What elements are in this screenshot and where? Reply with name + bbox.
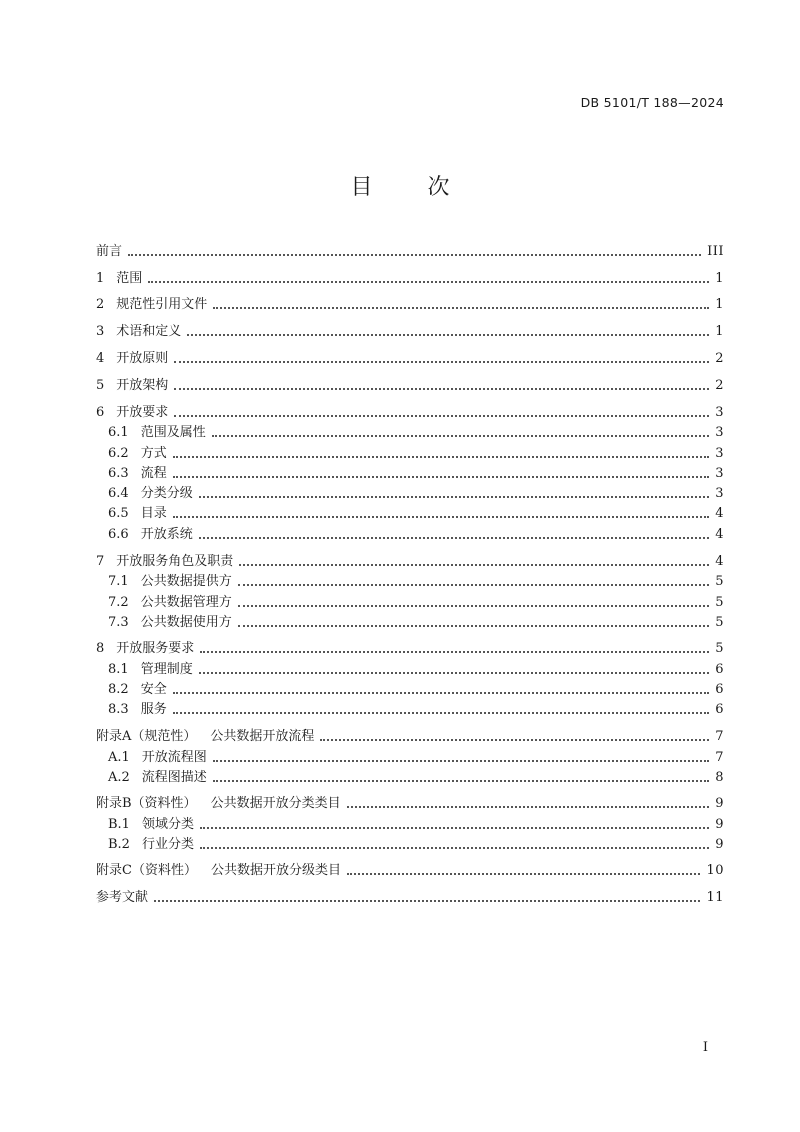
toc-entry-page: 6 [715, 662, 724, 677]
toc-dot-leader [200, 651, 709, 653]
toc-entry-page: 3 [715, 446, 724, 461]
toc-entry-label: 公共数据使用方 [140, 615, 232, 630]
toc-entry-number: 附录A（规范性） [96, 729, 197, 744]
toc-entry[interactable] [108, 701, 724, 719]
toc-entry-label: 参考文献 [96, 890, 149, 905]
toc-dot-leader [200, 827, 709, 829]
toc-entry-number: B.1 [108, 817, 130, 832]
toc-dot-leader [213, 307, 709, 309]
toc-entry[interactable] [108, 573, 724, 591]
toc-entry-page: 11 [706, 890, 724, 905]
toc-entry-label: 服务 [140, 702, 167, 717]
toc-entry[interactable] [108, 526, 724, 544]
toc-dot-leader [238, 605, 710, 607]
toc-dot-leader [212, 435, 710, 437]
toc-entry-page: 9 [715, 796, 724, 811]
toc-entry-label: 开放架构 [116, 378, 169, 393]
toc-entry-label: 安全 [140, 682, 167, 697]
toc-entry[interactable] [108, 424, 724, 442]
toc-entry-label: 管理制度 [140, 662, 193, 677]
toc-entry[interactable] [96, 243, 724, 261]
toc-dot-leader [213, 760, 709, 762]
toc-entry-label: 公共数据开放流程 [210, 729, 315, 744]
toc-entry-page: 3 [715, 466, 724, 481]
toc-entry-page: 9 [715, 837, 724, 852]
toc-entry-label: 公共数据提供方 [140, 574, 232, 589]
toc-entry[interactable] [108, 505, 724, 523]
toc-entry-label: 公共数据开放分级类目 [210, 863, 341, 878]
toc-dot-leader [174, 388, 709, 390]
toc-entry-page: 4 [715, 527, 724, 542]
toc-entry[interactable] [96, 350, 724, 368]
toc-entry-page: 5 [715, 641, 724, 656]
toc-entry-page: 1 [715, 297, 724, 312]
standard-code: DB 5101/T 188—2024 [580, 95, 724, 110]
toc-entry-page: 3 [715, 425, 724, 440]
toc-entry-label: 范围及属性 [140, 425, 206, 440]
toc-entry-label: 术语和定义 [116, 324, 182, 339]
toc-entry-number: A.1 [108, 750, 130, 765]
toc-entry-number: 8.3 [108, 702, 129, 717]
toc-entry-page: 4 [715, 554, 724, 569]
toc-entry[interactable] [108, 816, 724, 834]
toc-entry[interactable] [96, 640, 724, 658]
toc-dot-leader [200, 847, 709, 849]
toc-entry[interactable] [96, 889, 724, 907]
toc-entry-number: 8.1 [108, 662, 129, 677]
toc-entry-label: 领域分类 [141, 817, 194, 832]
toc-entry-page: 5 [715, 574, 724, 589]
toc-entry-number: A.2 [108, 770, 130, 785]
toc-entry[interactable] [108, 769, 724, 787]
toc-entry-number: 2 [96, 297, 105, 312]
toc-dot-leader [173, 692, 710, 694]
toc-dot-leader [238, 584, 710, 586]
toc-dot-leader [213, 780, 709, 782]
toc-entry-number: 4 [96, 351, 105, 366]
toc-entry-page: 4 [715, 506, 724, 521]
toc-entry[interactable] [96, 553, 724, 571]
toc-entry-number: 3 [96, 324, 105, 339]
toc-entry-page: 10 [706, 863, 724, 878]
toc-entry-number: 7.2 [108, 595, 129, 610]
toc-entry-page: 6 [715, 702, 724, 717]
toc-entry-label: 范围 [116, 271, 143, 286]
toc-entry-label: 开放系统 [140, 527, 193, 542]
toc-entry-number: 7.3 [108, 615, 129, 630]
toc-entry-page: 2 [715, 378, 724, 393]
toc-entry[interactable] [108, 594, 724, 612]
toc-entry[interactable] [108, 485, 724, 503]
toc-dot-leader [154, 900, 700, 902]
toc-entry-number: 1 [96, 271, 105, 286]
toc-entry-number: 5 [96, 378, 105, 393]
toc-entry-page: 3 [715, 486, 724, 501]
toc-dot-leader [173, 516, 710, 518]
toc-entry[interactable] [108, 465, 724, 483]
toc-entry-label: 行业分类 [141, 837, 194, 852]
toc-entry-number: B.2 [108, 837, 130, 852]
toc-entry-label: 开放服务角色及职责 [116, 554, 234, 569]
toc-entry-label: 前言 [96, 244, 123, 259]
toc-entry[interactable] [96, 296, 724, 314]
toc-dot-leader [173, 476, 710, 478]
toc-entry[interactable] [96, 323, 724, 341]
toc-entry-label: 分类分级 [140, 486, 193, 501]
toc-entry[interactable] [96, 728, 724, 746]
toc-dot-leader [148, 281, 709, 283]
toc-entry-number: 6.5 [108, 506, 129, 521]
toc-dot-leader [199, 496, 710, 498]
toc-entry-number: 6.1 [108, 425, 129, 440]
toc-entry-label: 公共数据开放分类类目 [210, 796, 341, 811]
toc-entry[interactable] [108, 445, 724, 463]
toc-entry-label: 规范性引用文件 [116, 297, 208, 312]
toc-dot-leader [238, 625, 710, 627]
page-title: 目 次 [350, 175, 474, 200]
toc-entry[interactable] [108, 614, 724, 632]
toc-dot-leader [173, 456, 710, 458]
toc-entry-label: 流程图描述 [141, 770, 207, 785]
toc-entry-page: 7 [715, 729, 724, 744]
toc-entry-number: 6.3 [108, 466, 129, 481]
toc-dot-leader [320, 739, 709, 741]
toc-dot-leader [347, 873, 700, 875]
toc-dot-leader [173, 712, 710, 714]
toc-entry-page: 9 [715, 817, 724, 832]
toc-entry-page: 1 [715, 271, 724, 286]
toc-entry-label: 目录 [140, 506, 167, 521]
toc-entry-label: 开放流程图 [141, 750, 207, 765]
toc-dot-leader [199, 672, 710, 674]
toc-dot-leader [199, 537, 710, 539]
toc-entry-number: 6 [96, 405, 105, 420]
toc-entry[interactable] [96, 404, 724, 422]
toc-dot-leader [128, 254, 701, 256]
toc-entry[interactable] [96, 795, 724, 813]
toc-entry[interactable] [96, 862, 724, 880]
toc-entry-label: 开放要求 [116, 405, 169, 420]
toc-entry-label: 开放原则 [116, 351, 169, 366]
toc-dot-leader [347, 806, 710, 808]
toc-dot-leader [187, 334, 709, 336]
toc-entry[interactable] [108, 749, 724, 767]
toc-dot-leader [174, 361, 709, 363]
toc-entry-number: 7.1 [108, 574, 129, 589]
toc-entry-label: 开放服务要求 [116, 641, 195, 656]
toc-dot-leader [174, 415, 709, 417]
toc-entry-page: 5 [715, 595, 724, 610]
toc-entry[interactable] [108, 661, 724, 679]
toc-entry-number: 6.2 [108, 446, 129, 461]
toc-entry-page: 8 [715, 770, 724, 785]
toc-entry-number: 附录C（资料性） [96, 863, 197, 878]
toc-entry-number: 6.4 [108, 486, 129, 501]
toc-entry-label: 方式 [140, 446, 167, 461]
toc-entry-page: 1 [715, 324, 724, 339]
toc-entry-label: 公共数据管理方 [140, 595, 232, 610]
toc-entry-number: 附录B（资料性） [96, 796, 197, 811]
toc-entry-number: 7 [96, 554, 105, 569]
toc-entry-page: 2 [715, 351, 724, 366]
toc-entry[interactable] [96, 270, 724, 288]
toc-entry[interactable] [108, 681, 724, 699]
toc-entry-number: 6.6 [108, 527, 129, 542]
footer-page-number: I [702, 1040, 708, 1055]
toc-entry-page: III [707, 244, 724, 259]
toc-entry-number: 8.2 [108, 682, 129, 697]
toc-entry[interactable] [108, 836, 724, 854]
toc-entry-page: 5 [715, 615, 724, 630]
toc-dot-leader [239, 564, 709, 566]
toc-entry-page: 3 [715, 405, 724, 420]
toc-entry[interactable] [96, 377, 724, 395]
toc-entry-label: 流程 [140, 466, 167, 481]
toc-entry-page: 7 [715, 750, 724, 765]
toc-entry-number: 8 [96, 641, 105, 656]
toc-entry-page: 6 [715, 682, 724, 697]
